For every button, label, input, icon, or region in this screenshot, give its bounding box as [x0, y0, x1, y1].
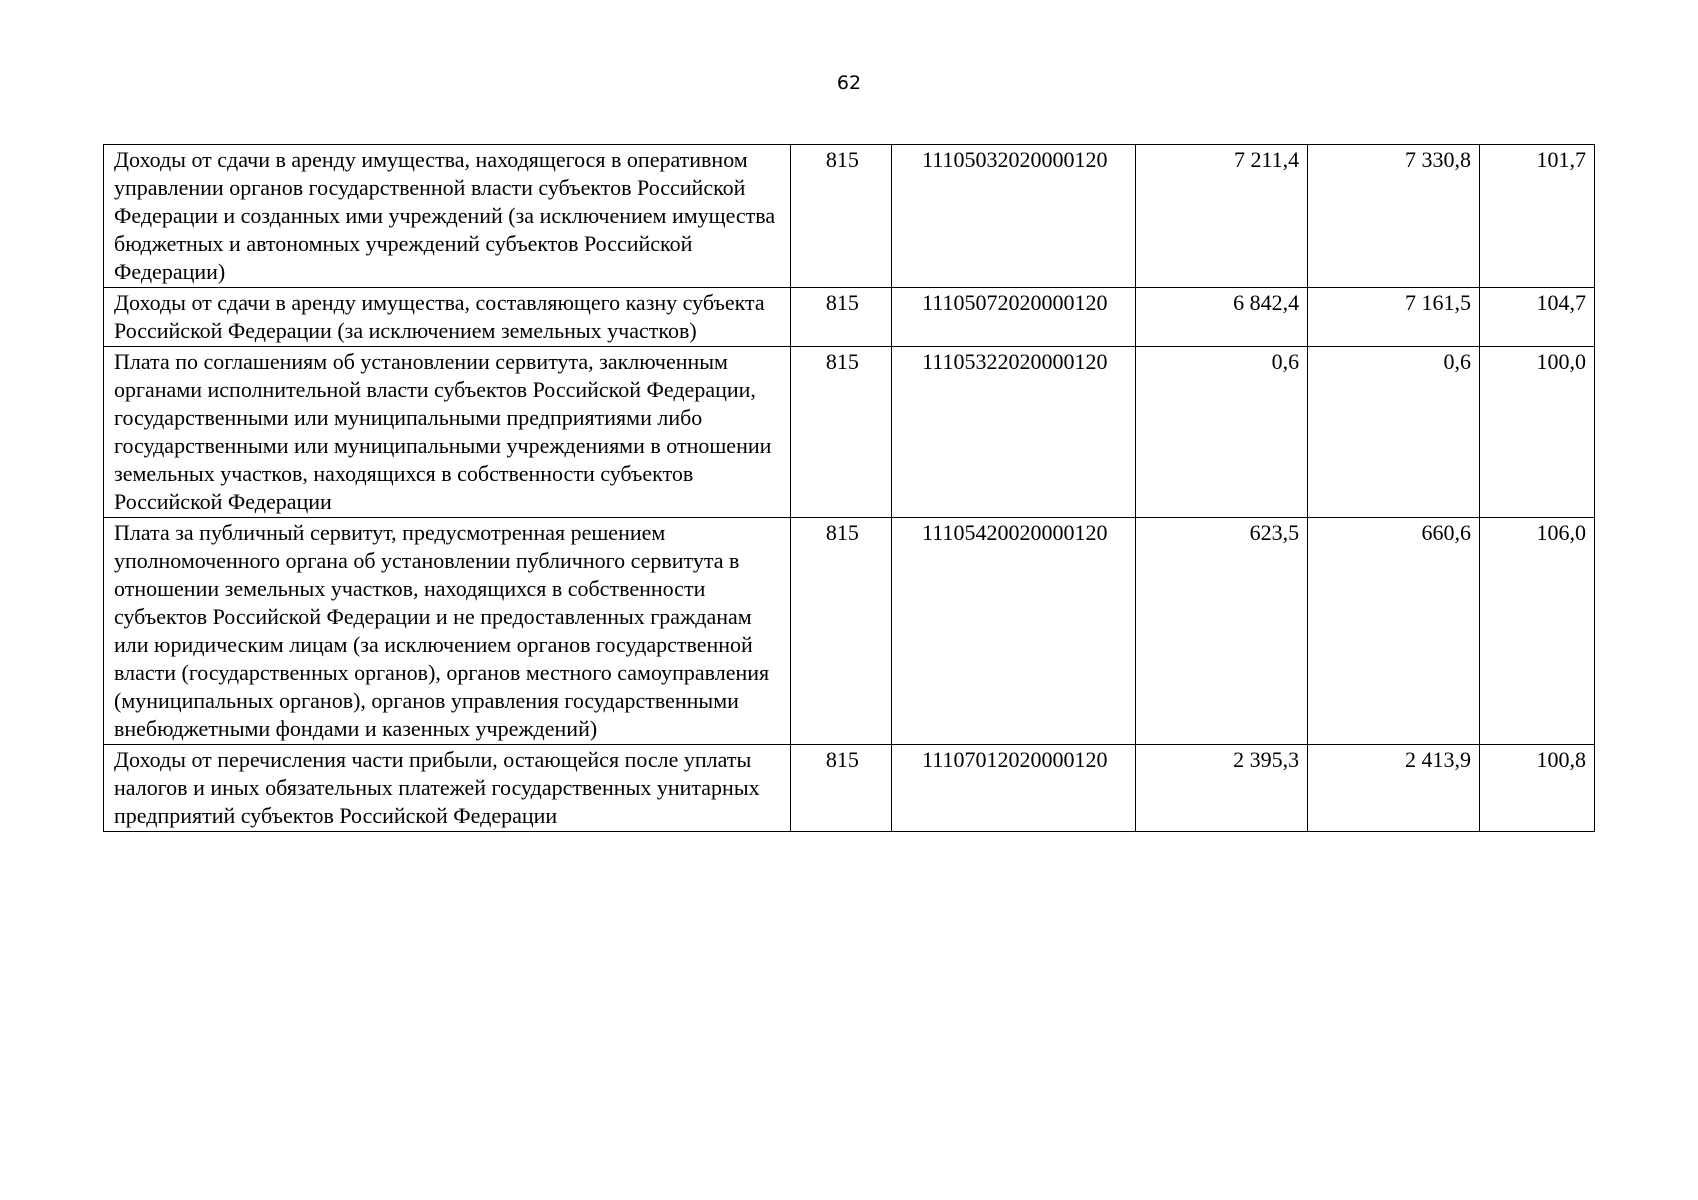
- row-admin-code: 815: [791, 145, 892, 288]
- row-percent-value: 100,8: [1480, 745, 1595, 832]
- row-kbk-code: 11105032020000120: [892, 145, 1136, 288]
- row-kbk-code: 11107012020000120: [892, 745, 1136, 832]
- row-plan-value: 2 395,3: [1136, 745, 1308, 832]
- revenue-table: [103, 144, 1595, 832]
- row-fact-value: 660,6: [1308, 518, 1480, 745]
- row-fact-value: 7 330,8: [1308, 145, 1480, 288]
- table-row: [104, 288, 1595, 347]
- row-fact-value: 7 161,5: [1308, 288, 1480, 347]
- table-row: [104, 518, 1595, 745]
- table-row: [104, 745, 1595, 832]
- row-plan-value: 623,5: [1136, 518, 1308, 745]
- row-admin-code: 815: [791, 518, 892, 745]
- row-fact-value: 2 413,9: [1308, 745, 1480, 832]
- row-fact-value: 0,6: [1308, 347, 1480, 518]
- row-admin-code: 815: [791, 288, 892, 347]
- row-description: Плата за публичный сервитут, предусмотренная решением уполномоченного органа об установлении публичного сервитута в отношении земельных участков, находящихся в собственности субъектов Российской Федерации и не предоставленных гражданам или юридическим лицам (за исключением органов государственной власти (государственных органов), органов местного самоуправления (муниципальных органов), органов управления государственными внебюджетными фондами и казенных учреждений): [104, 518, 791, 745]
- row-description: Доходы от перечисления части прибыли, остающейся после уплаты налогов и иных обязательных платежей государственных унитарных предприятий субъектов Российской Федерации: [104, 745, 791, 832]
- row-percent-value: 100,0: [1480, 347, 1595, 518]
- row-percent-value: 104,7: [1480, 288, 1595, 347]
- row-admin-code: 815: [791, 347, 892, 518]
- row-kbk-code: 11105072020000120: [892, 288, 1136, 347]
- row-description: Доходы от сдачи в аренду имущества, составляющего казну субъекта Российской Федерации (за исключением земельных участков): [104, 288, 791, 347]
- page-number: 62: [836, 72, 862, 94]
- row-description: Доходы от сдачи в аренду имущества, находящегося в оперативном управлении органов государственной власти субъектов Российской Федерации и созданных ими учреждений (за исключением имущества бюджетных и автономных учреждений субъектов Российской Федерации): [104, 145, 791, 288]
- table-row: [104, 145, 1595, 288]
- row-description: Плата по соглашениям об установлении сервитута, заключенным органами исполнительной власти субъектов Российской Федерации, государственными или муниципальными предприятиями либо государственными или муниципальными учреждениями в отношении земельных участков, находящихся в собственности субъектов Российской Федерации: [104, 347, 791, 518]
- table-row: [104, 347, 1595, 518]
- row-percent-value: 106,0: [1480, 518, 1595, 745]
- row-plan-value: 0,6: [1136, 347, 1308, 518]
- row-kbk-code: 11105322020000120: [892, 347, 1136, 518]
- row-plan-value: 7 211,4: [1136, 145, 1308, 288]
- row-plan-value: 6 842,4: [1136, 288, 1308, 347]
- row-kbk-code: 11105420020000120: [892, 518, 1136, 745]
- row-percent-value: 101,7: [1480, 145, 1595, 288]
- row-admin-code: 815: [791, 745, 892, 832]
